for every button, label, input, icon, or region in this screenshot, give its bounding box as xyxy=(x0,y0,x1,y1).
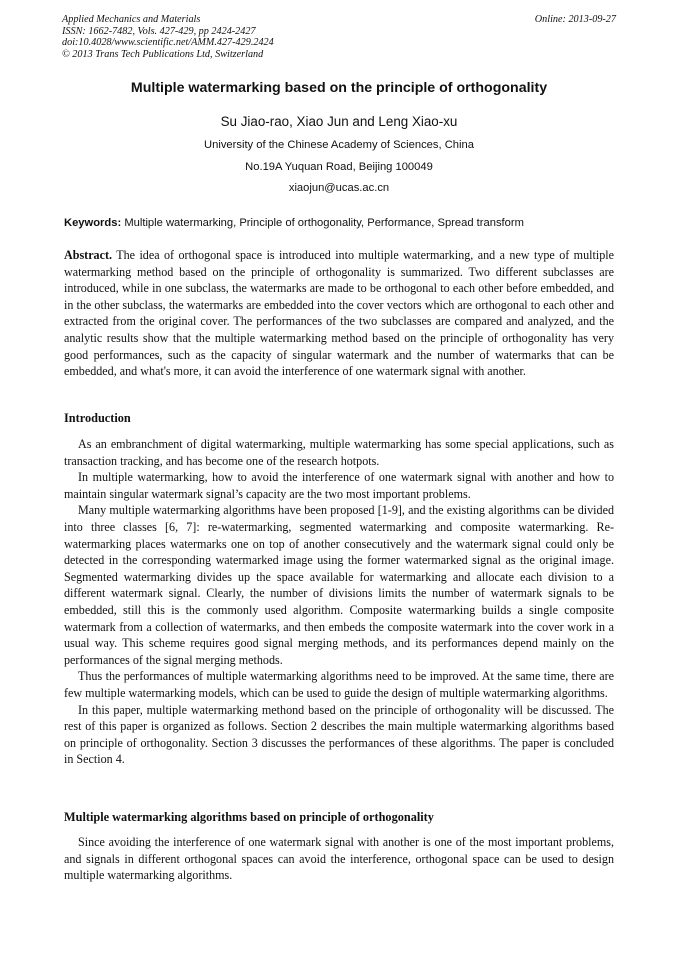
journal-name: Applied Mechanics and Materials xyxy=(62,14,201,25)
introduction-body xyxy=(64,436,614,768)
author-list: Su Jiao-rao, Xiao Jun and Leng Xiao-xu xyxy=(220,114,458,129)
intro-paragraph: As an embranchment of digital watermarking, multiple watermarking has some special applications, such as transaction tracking, and has become one of the research hotpots. xyxy=(64,437,614,468)
keywords-label: Keywords: xyxy=(64,217,122,229)
doi-line: doi:10.4028/www.scientific.net/AMM.427-429.2424 xyxy=(62,37,274,49)
keywords-text: Multiple watermarking, Principle of orthogonality, Performance, Spread transform xyxy=(124,217,524,229)
abstract-label: Abstract. xyxy=(64,248,113,262)
abstract xyxy=(64,247,614,380)
online-date: Online: 2013-09-27 xyxy=(534,14,616,25)
keywords xyxy=(64,217,624,229)
intro-paragraph: Many multiple watermarking algorithms have been proposed [1-9], and the existing algorithms can be divided into three classes [6, 7]: re-watermarking, segmented watermarking and composite watermarking. Re-watermarking places watermarks one on top of another consecutively and the watermark signal could only be detected in the corresponding watermarked image using the former watermarked signal as the original image. Segmented watermarking divides up the space available for watermarking and allocate each division to a different watermark signal. Clearly, the number of divisions limits the number of watermark signals to be embedded, still this is the commonly used algorithm. Composite watermarking builds a single composite watermark from a collection of watermarks, and then embeds the composite watermark into the cover work in a usual way. This scheme requires good signal merging methods, and its performances depend mainly on the performances of the signal merging methods. xyxy=(64,503,614,667)
section-heading-introduction: Introduction xyxy=(64,411,131,425)
intro-paragraph: Thus the performances of multiple watermarking algorithms need to be improved. At the same time, there are few multiple watermarking models, which can be used to guide the design of multiple watermarking algorithms. xyxy=(64,669,614,700)
paper-title: Multiple watermarking based on the principle of orthogonality xyxy=(130,80,548,96)
intro-paragraph: In multiple watermarking, how to avoid the interference of one watermark signal with another and how to maintain singular watermark signal’s capacity are the two most important problems. xyxy=(64,470,614,501)
intro-paragraph: In this paper, multiple watermarking methond based on the principle of orthogonality will be discussed. The rest of this paper is organized as follows. Section 2 describes the main multiple watermarking algorithms based on principle of orthogonality. Section 3 discusses the performances of these algorithms. The paper is concluded in Section 4. xyxy=(64,702,614,767)
affiliation-university: University of the Chinese Academy of Sciences, China xyxy=(204,139,474,151)
issn-line: ISSN: 1662-7482, Vols. 427-429, pp 2424-2427 xyxy=(62,25,256,37)
journal-header xyxy=(62,14,616,60)
section-heading-algorithms: Multiple watermarking algorithms based on principle of orthogonality xyxy=(64,810,434,824)
section2-body xyxy=(64,834,614,884)
copyright-line: © 2013 Trans Tech Publications Ltd, Switzerland xyxy=(62,48,264,60)
author-email: xiaojun@ucas.ac.cn xyxy=(288,182,390,194)
abstract-text: The idea of orthogonal space is introduced into multiple watermarking, and a new type of multiple watermarking method based on the principle of orthogonality is summarized. Two different subclasses are introduced, while in one subclass, the watermarks are made to be orthogonal to each other before embedded, and in the other subclass, the watermarks are embedded into the cover vectors which are orthogonal to each other and extracted from the original cover. The performances of the two subclasses are compared and analyzed, and the analytic results show that the multiple watermarking method based on the principle of orthogonality has very good performances, such as the capacity of singular watermark and the number of watermarks that can be embedded, and what's more, it can avoid the interference of one watermark signal with another. xyxy=(64,248,614,379)
affiliation-address: No.19A Yuquan Road, Beijing 100049 xyxy=(245,161,433,173)
section2-paragraph: Since avoiding the interference of one watermark signal with another is one of the most important problems, and signals in different orthogonal spaces can avoid the interference, orthogonal space can be used to design multiple watermarking algorithms. xyxy=(64,835,614,883)
